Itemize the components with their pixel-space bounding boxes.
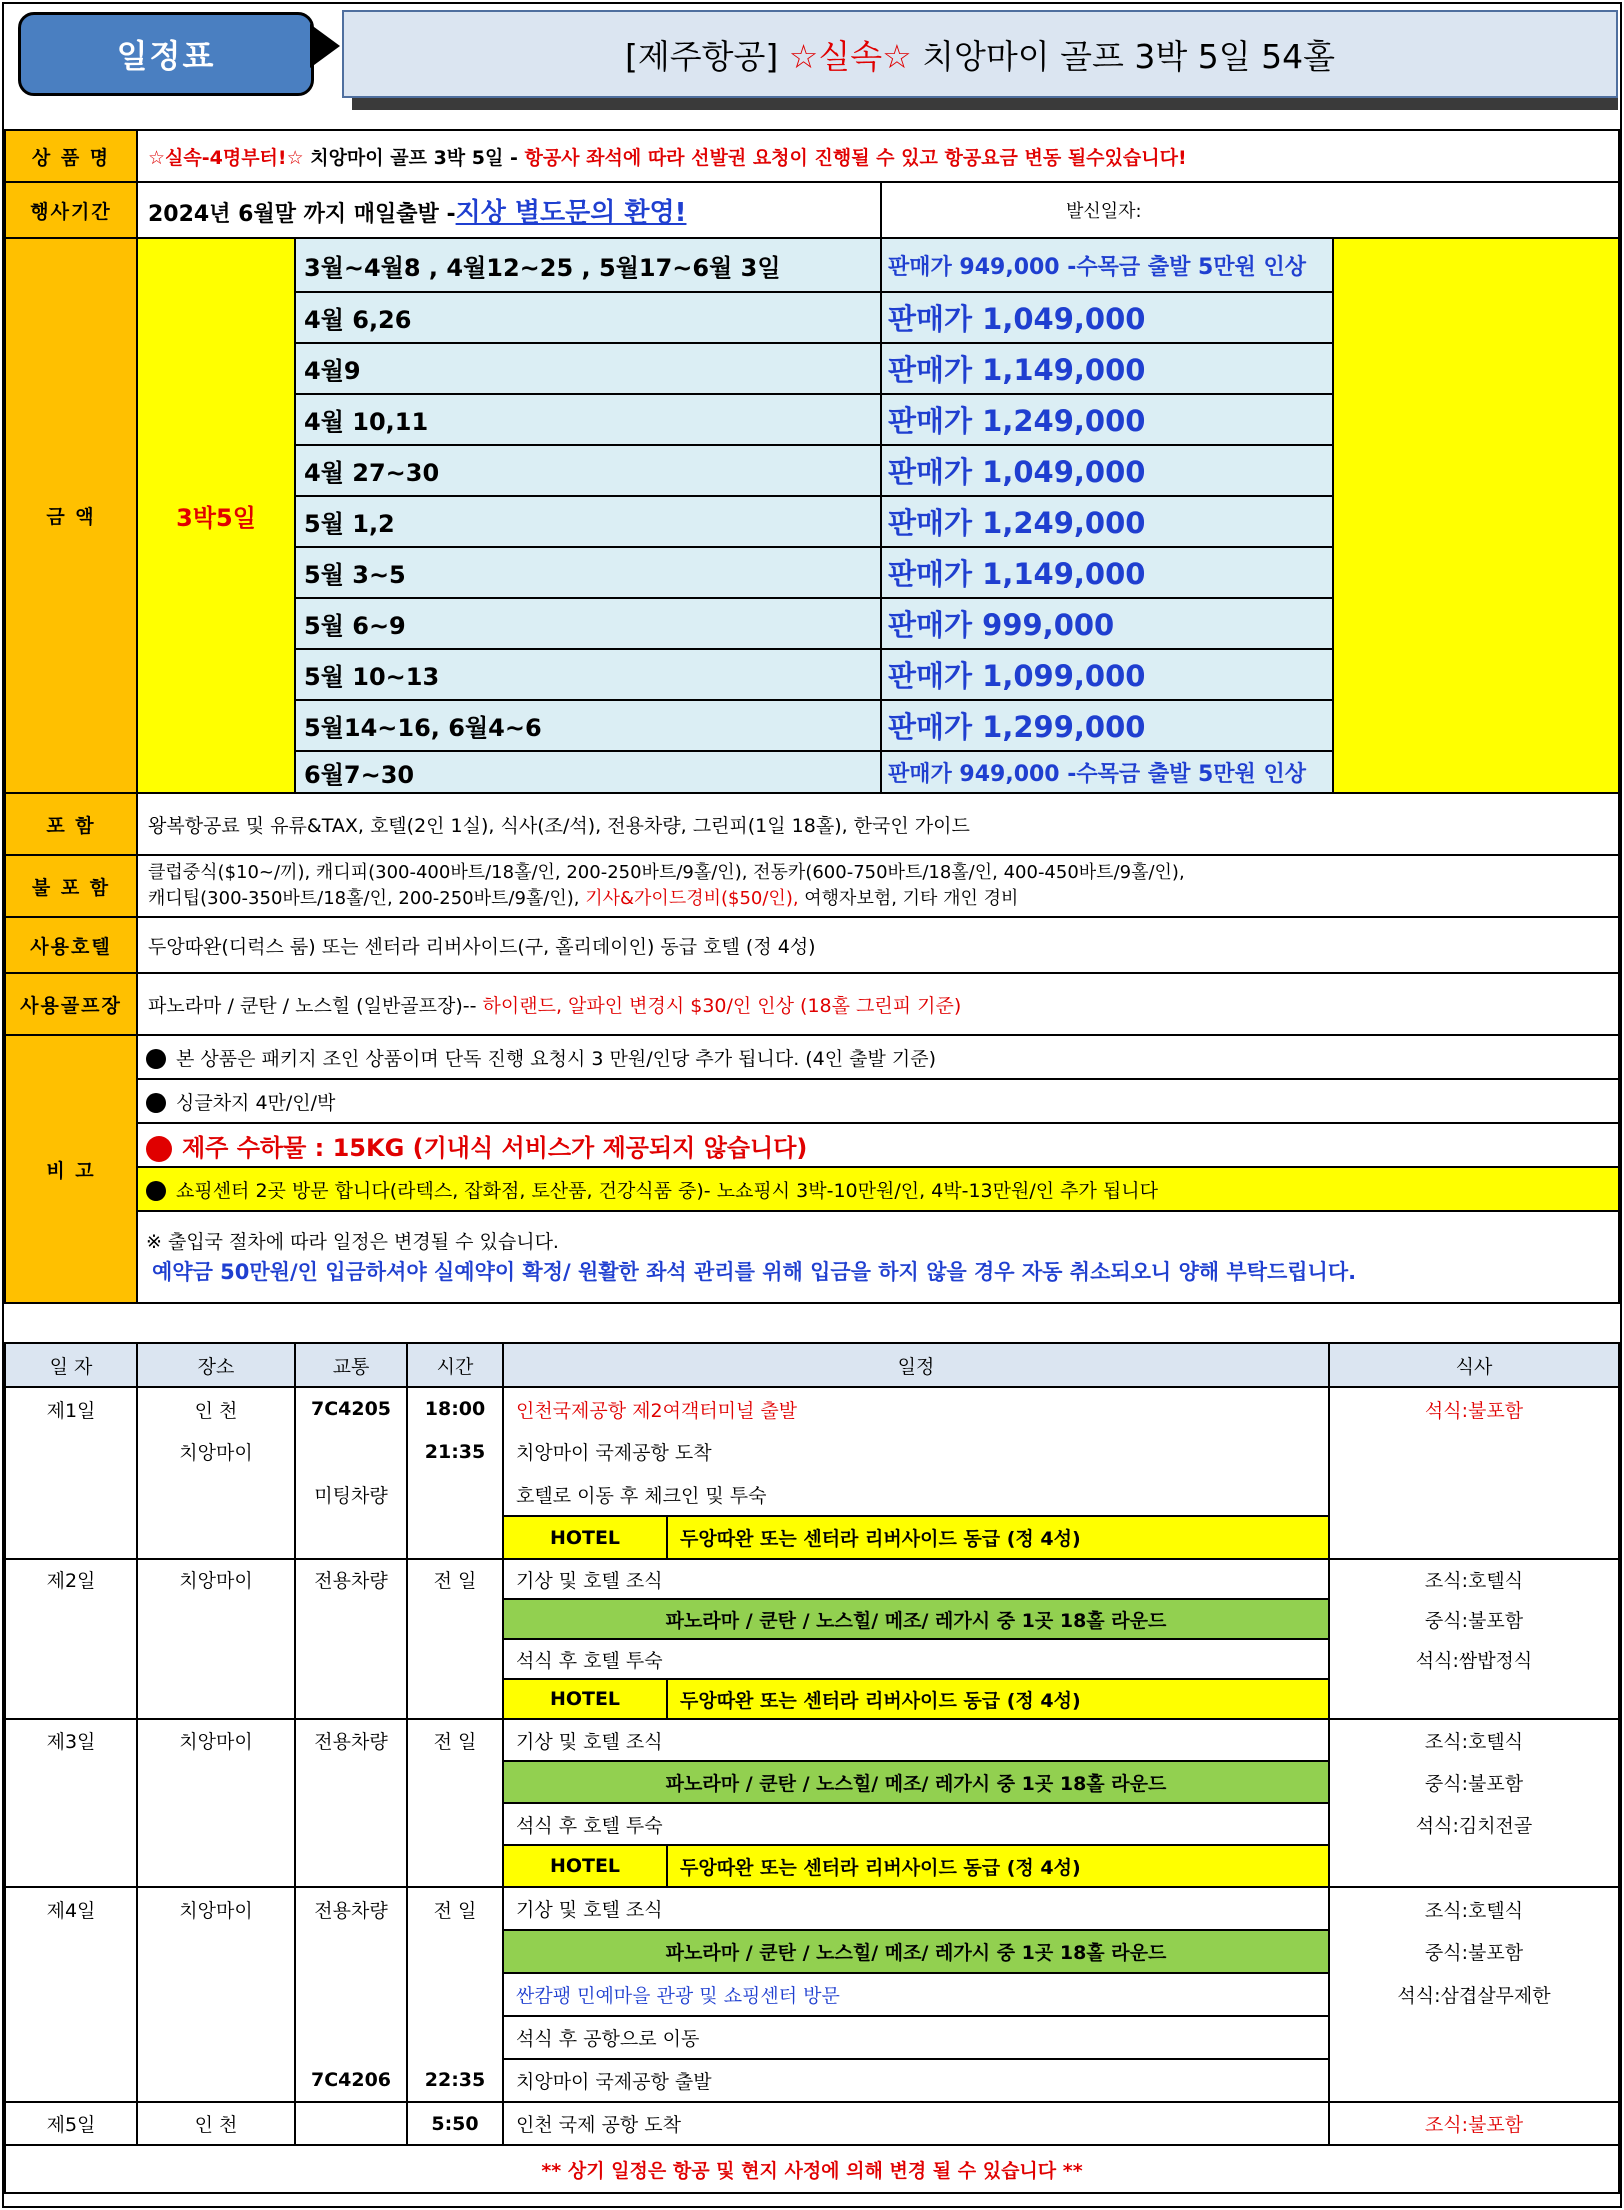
empty-cell (1329, 1473, 1619, 1516)
header-day: 일 자 (5, 1343, 137, 1387)
day2-row-2 (5, 1599, 1619, 1639)
empty-cell (1329, 1845, 1619, 1887)
day-label: 제5일 (5, 2102, 137, 2145)
meal-info: 조식:불포함 (1329, 2102, 1619, 2145)
golf-value (137, 973, 1619, 1035)
day-label: 제3일 (5, 1719, 137, 1761)
golf-round: 파노라마 / 쿤탄 / 노스힐/ 메조/ 레가시 중 1곳 18홀 라운드 (503, 1761, 1329, 1803)
exclude-highlight: 기사&가이드경비($50/인), (585, 888, 799, 909)
price-period: 5월14~16, 6월4~6 (295, 700, 881, 751)
day3-row-3 (5, 1803, 1619, 1845)
hotel-tag: HOTEL (503, 1516, 667, 1559)
empty-cell (5, 1430, 137, 1473)
empty-cell (295, 1803, 407, 1845)
footer-notice: ** 상기 일정은 항공 및 현지 사정에 의해 변경 될 수 있습니다 ** (5, 2145, 1619, 2193)
empty-cell (407, 2016, 503, 2059)
empty-cell (5, 1473, 137, 1516)
remark-row-1 (5, 1035, 1619, 1079)
period-value (137, 182, 881, 238)
empty-cell (137, 1761, 295, 1803)
day1-row-2 (5, 1430, 1619, 1473)
itinerary-item: 기상 및 호텔 조식 (503, 1719, 1329, 1761)
period-label: 행사기간 (5, 182, 137, 238)
hotel-value: 두앙따완(디럭스 룸) 또는 센터라 리버사이드(구, 홀리데이인) 동급 호텔 (정 4성) (137, 917, 1619, 973)
remark-item (137, 1123, 1619, 1167)
period-link[interactable]: 지상 별도문의 환영! (455, 197, 687, 228)
remark-row-3 (5, 1123, 1619, 1167)
price-period: 3월~4월8 , 4월12~25 , 5월17~6월 3일 (295, 238, 881, 292)
remark-row-4 (5, 1167, 1619, 1211)
price-value: 판매가 1,049,000 (881, 292, 1333, 343)
time: 22:35 (407, 2059, 503, 2102)
price-period: 5월 10~13 (295, 649, 881, 700)
meal-info: 중식:불포함 (1329, 1761, 1619, 1803)
price-value: 판매가 999,000 (881, 598, 1333, 649)
empty-cell (407, 1639, 503, 1679)
empty-cell (407, 1973, 503, 2016)
remark-label: 비 고 (5, 1035, 137, 1303)
product-row (5, 130, 1619, 182)
meal-info: 석식:불포함 (1329, 1387, 1619, 1430)
empty-cell (5, 1679, 137, 1719)
header-place: 장소 (137, 1343, 295, 1387)
day2-row-3 (5, 1639, 1619, 1679)
meal-info: 조식:호텔식 (1329, 1559, 1619, 1599)
place: 치앙마이 (137, 1887, 295, 1930)
price-value: 판매가 1,249,000 (881, 496, 1333, 547)
remark-text: ※ 출입국 절차에 따라 일정은 변경될 수 있습니다. (146, 1231, 559, 1253)
title-product: 치앙마이 골프 3박 5일 54홀 (922, 36, 1336, 76)
empty-cell (5, 1516, 137, 1559)
price-value: 판매가 1,049,000 (881, 445, 1333, 496)
price-period: 4월9 (295, 343, 881, 394)
itinerary-item: 치앙마이 국제공항 출발 (503, 2059, 1329, 2102)
day1-hotel-row (5, 1516, 1619, 1559)
include-label: 포 함 (5, 793, 137, 855)
bullet-icon (146, 1181, 166, 1201)
itinerary-item: 석식 후 호텔 투숙 (503, 1639, 1329, 1679)
itinerary-item: 기상 및 호텔 조식 (503, 1559, 1329, 1599)
time: 21:35 (407, 1430, 503, 1473)
empty-cell (295, 1639, 407, 1679)
period-row (5, 182, 1619, 238)
day4-row-2 (5, 1930, 1619, 1973)
itinerary-item: 호텔로 이동 후 체크인 및 투숙 (503, 1473, 1329, 1516)
itinerary-item: 인천 국제 공항 도착 (503, 2102, 1329, 2145)
empty-cell (295, 1599, 407, 1639)
exclude-row (5, 855, 1619, 917)
meal-info: 중식:불포함 (1329, 1599, 1619, 1639)
price-period: 4월 10,11 (295, 394, 881, 445)
itinerary-badge: 일정표 (18, 12, 314, 96)
place: 치앙마이 (137, 1559, 295, 1599)
empty-cell (407, 1761, 503, 1803)
empty-cell (295, 2016, 407, 2059)
product-badge: ☆실속-4명부터!☆ (148, 146, 304, 169)
empty-cell (295, 1679, 407, 1719)
empty-cell (137, 1845, 295, 1887)
empty-cell (137, 2059, 295, 2102)
day4-row-1 (5, 1887, 1619, 1930)
empty-cell (137, 1599, 295, 1639)
transport: 전용차량 (295, 1559, 407, 1599)
remark-text: 싱글차지 4만/인/박 (176, 1091, 336, 1114)
duration: 3박5일 (137, 238, 295, 793)
empty-cell (5, 1803, 137, 1845)
transport: 전용차량 (295, 1887, 407, 1930)
empty-cell (5, 1973, 137, 2016)
itinerary-item: 치앙마이 국제공항 도착 (503, 1430, 1329, 1473)
day4-row-3 (5, 1973, 1619, 2016)
empty-cell (5, 1930, 137, 1973)
remark-row-5 (5, 1211, 1619, 1303)
exclude-text: 캐디팁(300-350바트/18홀/인, 200-250바트/9홀/인), (148, 888, 586, 909)
empty-cell (1329, 1679, 1619, 1719)
empty-cell (5, 2059, 137, 2102)
empty-cell (407, 1930, 503, 1973)
day1-row-3 (5, 1473, 1619, 1516)
empty-cell (137, 1473, 295, 1516)
price-value: 판매가 949,000 -수목금 출발 5만원 인상 (881, 238, 1333, 292)
golf-row (5, 973, 1619, 1035)
price-value: 판매가 1,149,000 (881, 547, 1333, 598)
title-highlight: ☆실속☆ (788, 36, 912, 76)
day3-row-1 (5, 1719, 1619, 1761)
product-name: 치앙마이 골프 3박 5일 - (303, 146, 525, 169)
empty-cell (1329, 2016, 1619, 2059)
place: 치앙마이 (137, 1719, 295, 1761)
badge-arrow-icon (310, 24, 340, 68)
day1-row-1 (5, 1387, 1619, 1430)
meal-info: 석식:삼겹살무제한 (1329, 1973, 1619, 2016)
empty-cell (295, 1973, 407, 2016)
page-title (342, 10, 1618, 98)
price-period: 4월 27~30 (295, 445, 881, 496)
price-value: 판매가 1,299,000 (881, 700, 1333, 751)
include-row (5, 793, 1619, 855)
price-row-0 (5, 238, 1619, 292)
price-period: 5월 1,2 (295, 496, 881, 547)
golf-courses: 파노라마 / 쿤탄 / 노스힐 (일반골프장)-- (148, 994, 483, 1017)
itinerary-item: 인천국제공항 제2여객터미널 출발 (503, 1387, 1329, 1430)
place: 인 천 (137, 2102, 295, 2145)
empty-cell (137, 1973, 295, 2016)
empty-cell (5, 1599, 137, 1639)
hotel-name: 두앙따완 또는 센터라 리버사이드 동급 (정 4성) (667, 1845, 1329, 1887)
empty-cell (1329, 2059, 1619, 2102)
schedule-table (4, 1342, 1620, 2194)
hotel-label: 사용호텔 (5, 917, 137, 973)
price-period: 5월 3~5 (295, 547, 881, 598)
empty-cell (5, 1845, 137, 1887)
itinerary-item: 싼캄팽 민예마을 관광 및 쇼핑센터 방문 (503, 1973, 1329, 2016)
empty-cell (137, 2016, 295, 2059)
empty-cell (407, 1599, 503, 1639)
meal-info: 조식:호텔식 (1329, 1887, 1619, 1930)
price-value: 판매가 1,149,000 (881, 343, 1333, 394)
day4-row-4 (5, 2016, 1619, 2059)
price-period: 6월7~30 (295, 751, 881, 793)
place: 인 천 (137, 1387, 295, 1430)
day2-row-1 (5, 1559, 1619, 1599)
issue-date: 발신일자: (881, 182, 1619, 238)
place: 치앙마이 (137, 1430, 295, 1473)
itinerary-item: 석식 후 호텔 투숙 (503, 1803, 1329, 1845)
golf-surcharge: 하이랜드, 알파인 변경시 $30/인 인상 (18홀 그린피 기준) (482, 994, 962, 1017)
empty-cell (137, 1803, 295, 1845)
day5-row (5, 2102, 1619, 2145)
day2-hotel-row (5, 1679, 1619, 1719)
price-period: 4월 6,26 (295, 292, 881, 343)
empty-cell (295, 2102, 407, 2145)
empty-cell (407, 1803, 503, 1845)
meal-info: 중식:불포함 (1329, 1930, 1619, 1973)
empty-cell (5, 1639, 137, 1679)
product-value (137, 130, 1619, 182)
empty-cell (295, 1761, 407, 1803)
time: 전 일 (407, 1559, 503, 1599)
price-side-fill (1333, 238, 1619, 793)
empty-cell (295, 1430, 407, 1473)
golf-round: 파노라마 / 쿤탄 / 노스힐/ 메조/ 레가시 중 1곳 18홀 라운드 (503, 1930, 1329, 1973)
day3-hotel-row (5, 1845, 1619, 1887)
day4-row-5 (5, 2059, 1619, 2102)
price-value: 판매가 949,000 -수목금 출발 5만원 인상 (881, 751, 1333, 793)
empty-cell (1329, 1430, 1619, 1473)
exclude-label: 불 포 함 (5, 855, 137, 917)
meal-info: 석식:쌈밥정식 (1329, 1639, 1619, 1679)
bullet-icon (146, 1049, 166, 1069)
time: 전 일 (407, 1719, 503, 1761)
empty-cell (137, 1679, 295, 1719)
remark-item (137, 1211, 1619, 1303)
remark-item (137, 1079, 1619, 1123)
red-bullet-icon (146, 1136, 172, 1162)
hotel-name: 두앙따완 또는 센터라 리버사이드 동급 (정 4성) (667, 1516, 1329, 1559)
empty-cell (407, 1679, 503, 1719)
empty-cell (407, 1845, 503, 1887)
day-label: 제1일 (5, 1387, 137, 1430)
deposit-notice: 예약금 50만원/인 입금하셔야 실예약이 확정/ 원활한 좌석 관리를 위해 입금을 하지 않을 경우 자동 취소되오니 양해 부탁드립니다. (152, 1260, 1357, 1284)
day-label: 제4일 (5, 1887, 137, 1930)
header-time: 시간 (407, 1343, 503, 1387)
remark-text: 쇼핑센터 2곳 방문 합니다(라텍스, 잡화점, 토산품, 건강식품 중)- 노쇼핑시 3박-10만원/인, 4박-13만원/인 추가 됩니다 (176, 1179, 1158, 1202)
exclude-text: 여행자보험, 기타 개인 경비 (798, 888, 1019, 909)
product-label: 상 품 명 (5, 130, 137, 182)
time: 5:50 (407, 2102, 503, 2145)
flight-number: 7C4206 (295, 2059, 407, 2102)
exclude-line: 클럽중식($10~/끼), 캐디피(300-400바트/18홀/인, 200-250바트/9홀/인), 전동카(600-750바트/18홀/인, 400-450바트/9홀/인), (148, 862, 1185, 883)
day3-row-2 (5, 1761, 1619, 1803)
meal-info: 석식:김치전골 (1329, 1803, 1619, 1845)
title-airline: [제주항공] (624, 36, 779, 76)
empty-cell (137, 1516, 295, 1559)
exclude-line (148, 886, 1618, 912)
itinerary-item: 석식 후 공항으로 이동 (503, 2016, 1329, 2059)
empty-cell (137, 1639, 295, 1679)
price-value: 판매가 1,099,000 (881, 649, 1333, 700)
product-info-table (4, 129, 1620, 1304)
empty-cell (295, 1845, 407, 1887)
empty-cell (295, 1930, 407, 1973)
hotel-tag: HOTEL (503, 1679, 667, 1719)
hotel-row (5, 917, 1619, 973)
price-label: 금 액 (5, 238, 137, 793)
golf-label: 사용골프장 (5, 973, 137, 1035)
hotel-tag: HOTEL (503, 1845, 667, 1887)
remark-item (137, 1035, 1619, 1079)
header-itinerary: 일정 (503, 1343, 1329, 1387)
empty-cell (1329, 1516, 1619, 1559)
transport: 미팅차량 (295, 1473, 407, 1516)
price-value: 판매가 1,249,000 (881, 394, 1333, 445)
product-warning: 항공사 좌석에 따라 선발권 요청이 진행될 수 있고 항공요금 변동 될수있습니다! (524, 146, 1187, 169)
day-label: 제2일 (5, 1559, 137, 1599)
empty-cell (5, 2016, 137, 2059)
transport: 전용차량 (295, 1719, 407, 1761)
include-value: 왕복항공료 및 유류&TAX, 호텔(2인 1실), 식사(조/석), 전용차량, 그린피(1일 18홀), 한국인 가이드 (137, 793, 1619, 855)
header-meal: 식사 (1329, 1343, 1619, 1387)
golf-round: 파노라마 / 쿤탄 / 노스힐/ 메조/ 레가시 중 1곳 18홀 라운드 (503, 1599, 1329, 1639)
price-period: 5월 6~9 (295, 598, 881, 649)
empty-cell (407, 1516, 503, 1559)
empty-cell (295, 1516, 407, 1559)
remark-text: 본 상품은 패키지 조인 상품이며 단독 진행 요청시 3 만원/인당 추가 됩니다. (4인 출발 기준) (176, 1047, 937, 1070)
empty-cell (5, 1761, 137, 1803)
period-text: 2024년 6월말 까지 매일출발 - (148, 201, 456, 227)
time: 18:00 (407, 1387, 503, 1430)
remark-text: 제주 수하물 : 15KG (기내식 서비스가 제공되지 않습니다) (182, 1133, 808, 1162)
footer-row (5, 2145, 1619, 2193)
empty-cell (407, 1473, 503, 1516)
empty-cell (137, 1930, 295, 1973)
meal-info: 조식:호텔식 (1329, 1719, 1619, 1761)
remark-item (137, 1167, 1619, 1211)
time: 전 일 (407, 1887, 503, 1930)
header-transport: 교통 (295, 1343, 407, 1387)
bullet-icon (146, 1093, 166, 1113)
remark-row-2 (5, 1079, 1619, 1123)
itinerary-item: 기상 및 호텔 조식 (503, 1887, 1329, 1930)
exclude-value (137, 855, 1619, 917)
schedule-header (5, 1343, 1619, 1387)
hotel-name: 두앙따완 또는 센터라 리버사이드 동급 (정 4성) (667, 1679, 1329, 1719)
flight-number: 7C4205 (295, 1387, 407, 1430)
